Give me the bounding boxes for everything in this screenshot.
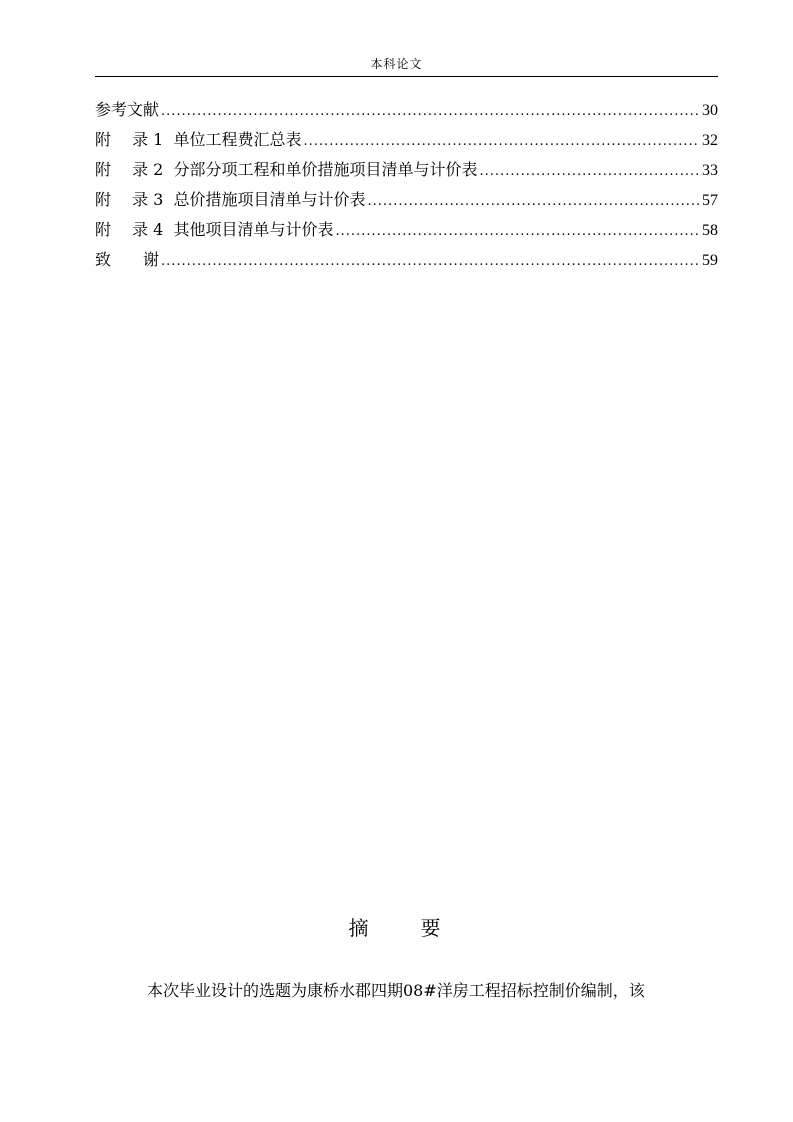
toc-dot-leader	[368, 187, 700, 217]
toc-entry-label: 致 谢	[95, 250, 160, 269]
toc-entry-page: 59	[702, 252, 718, 269]
toc-entry-references[interactable]	[95, 95, 718, 125]
toc-entry-page: 33	[702, 162, 718, 179]
header-divider	[95, 76, 718, 77]
toc-entry-page: 57	[702, 192, 718, 209]
toc-dot-leader	[480, 157, 700, 187]
toc-entry-page: 32	[702, 132, 718, 149]
toc-entry-page: 30	[702, 102, 718, 119]
toc-entry-page: 58	[702, 222, 718, 239]
abstract-body: 本次毕业设计的选题为康桥水郡四期08#洋房工程招标控制价编制，该	[147, 981, 645, 1000]
toc-entry-appendix-2[interactable]	[95, 155, 718, 185]
toc-entry-acknowledgements[interactable]	[95, 245, 718, 275]
toc-entry-label: 附 录 2 分部分项工程和单价措施项目清单与计价表	[95, 160, 478, 179]
abstract-title: 摘 要	[348, 916, 445, 940]
toc-dot-leader	[161, 97, 700, 127]
toc-dot-leader	[161, 247, 700, 277]
toc-dot-leader	[336, 217, 700, 247]
toc-entry-label: 附 录 3 总价措施项目清单与计价表	[95, 190, 366, 209]
header-title: 本科论文	[370, 57, 423, 71]
toc-entry-appendix-3[interactable]	[95, 185, 718, 215]
toc-dot-leader	[304, 127, 700, 157]
toc-entry-appendix-1[interactable]	[95, 125, 718, 155]
toc-entry-label: 参考文献	[95, 100, 160, 119]
toc-entry-label: 附 录 1 单位工程费汇总表	[95, 130, 302, 149]
toc-entry-label: 附 录 4 其他项目清单与计价表	[95, 220, 334, 239]
toc-entry-appendix-4[interactable]	[95, 215, 718, 245]
table-of-contents	[95, 95, 718, 275]
